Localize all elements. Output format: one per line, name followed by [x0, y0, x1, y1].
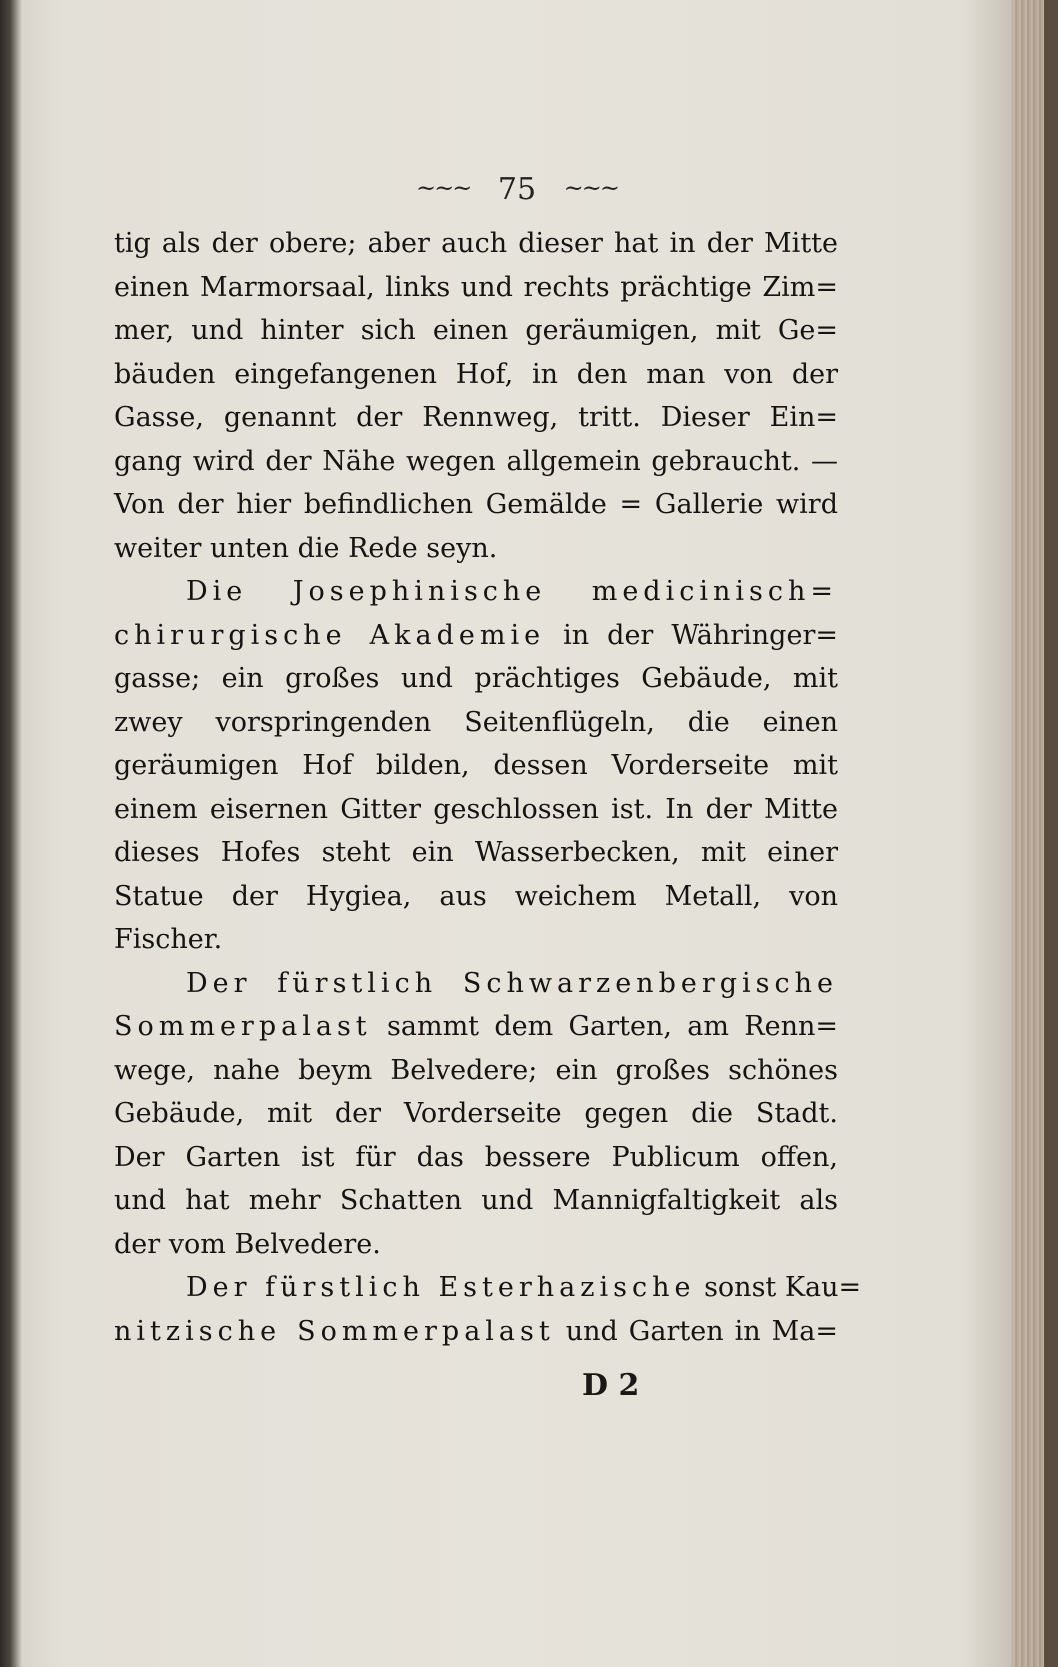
spaced-title: Der fürstlich Schwarzenbergische	[186, 967, 838, 999]
text-line: Gebäude, mit der Vorderseite gegen die Stadt.	[114, 1098, 838, 1129]
text-line: gasse; ein großes und prächtiges Gebäude, mit	[114, 663, 838, 694]
paragraph-heading-josephinum	[114, 570, 838, 614]
text-line	[114, 1310, 838, 1354]
text-line	[114, 1005, 838, 1049]
spaced-title: Die Josephinische medicinisch=	[186, 576, 838, 607]
spaced-title: nitzische Sommerpalast	[114, 1315, 555, 1347]
text-line: weiter unten die Rede seyn.	[114, 532, 498, 564]
text-line: einem eisernen Gitter geschlossen ist. In der Mitte	[114, 793, 838, 825]
spaced-title: chirurgische Akademie	[114, 619, 546, 651]
book-page	[22, 0, 1012, 1667]
signature-mark: D 2	[582, 1368, 640, 1403]
text-line	[114, 614, 838, 658]
text-line: Fischer.	[114, 924, 223, 955]
text-line: mer, und hinter sich einen geräumigen, mit Ge=	[114, 315, 838, 346]
text-line: dieses Hofes steht ein Wasserbecken, mit einer	[114, 837, 838, 868]
paragraph-heading-schwarzenberg	[114, 962, 838, 1006]
text-line: der vom Belvedere.	[114, 1228, 381, 1260]
left-ornament: ~~~	[416, 174, 471, 202]
text-line: einen Marmorsaal, links und rechts prächtige Zim=	[114, 271, 838, 303]
text-line: und hat mehr Schatten und Mannigfaltigkeit als	[114, 1185, 838, 1216]
text-line: geräumigen Hof bilden, dessen Vorderseite mit	[114, 750, 838, 781]
right-ornament: ~~~	[563, 174, 618, 202]
text-line: zwey vorspringenden Seitenflügeln, die einen	[114, 706, 838, 738]
spaced-title: Der fürstlich Esterhazische	[186, 1272, 696, 1303]
text-fragment: sammt dem Garten, am Renn=	[387, 1011, 838, 1042]
text-fragment: sonst Kau=	[704, 1272, 862, 1303]
text-line: tig als der obere; aber auch dieser hat in der Mitte	[114, 228, 838, 259]
page-number: 75	[497, 172, 537, 207]
text-line: gang wird der Nähe wegen allgemein gebraucht. —	[114, 445, 838, 477]
body-text	[114, 222, 862, 1353]
paragraph-heading-esterhazy	[114, 1266, 862, 1310]
text-line: Statue der Hygiea, aus weichem Metall, von	[114, 880, 838, 912]
binding-shadow	[1044, 0, 1058, 1667]
text-fragment: und Garten in Ma=	[565, 1315, 838, 1347]
text-fragment: in der Währinger=	[563, 619, 838, 651]
spaced-title: Sommerpalast	[114, 1011, 372, 1042]
text-line: Gasse, genannt der Rennweg, tritt. Dieser Ein=	[114, 402, 838, 433]
text-line: bäuden eingefangenen Hof, in den man von der	[114, 358, 838, 390]
text-line: wege, nahe beym Belvedere; ein großes schönes	[114, 1054, 838, 1086]
text-line: Von der hier befindlichen Gemälde = Gallerie wird	[114, 489, 838, 520]
text-line: Der Garten ist für das bessere Publicum offen,	[114, 1141, 838, 1173]
page-header	[22, 172, 1012, 207]
